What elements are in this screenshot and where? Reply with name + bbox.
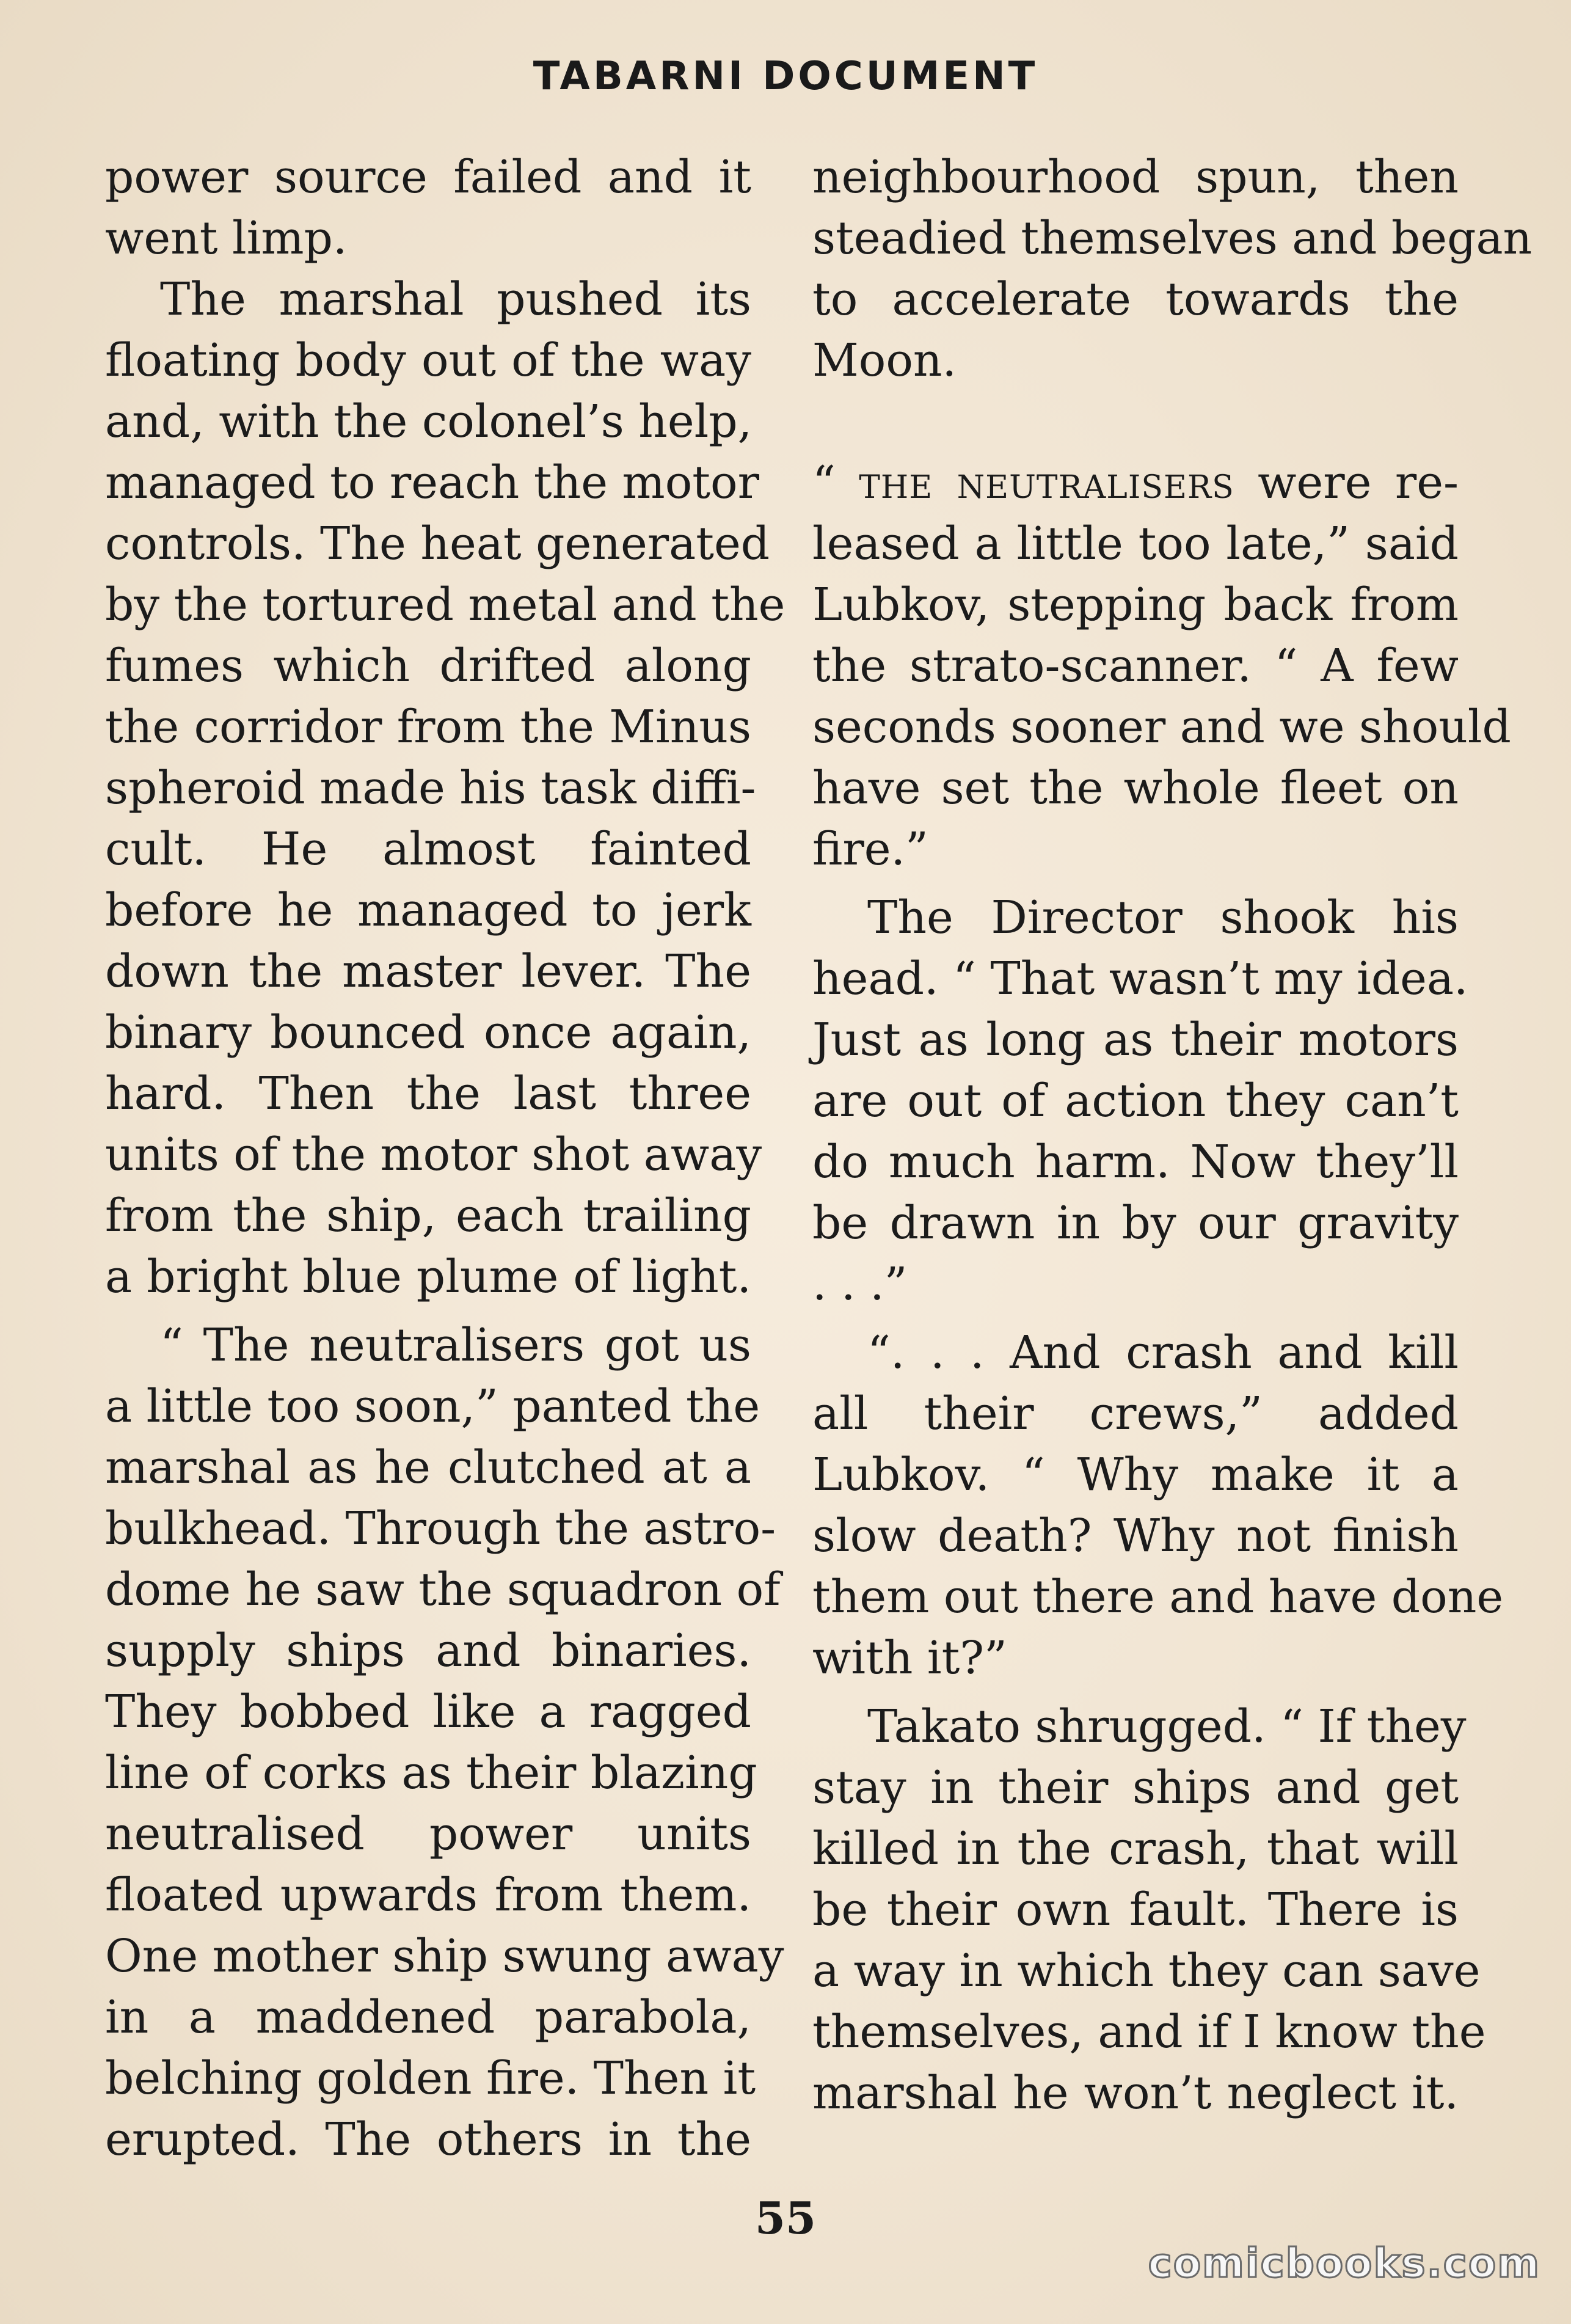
text-line: They bobbed like a ragged (105, 1686, 751, 1738)
text-line: neutralised power units (105, 1808, 751, 1860)
paragraph (105, 147, 751, 269)
text-line: One mother ship swung away (105, 1930, 784, 1982)
text-line: floating body out of the way (105, 334, 751, 387)
paragraph (812, 887, 1468, 1315)
left-column (105, 147, 786, 2170)
text-line: head. “ That wasn’t my idea. (812, 952, 1468, 1005)
text-line: themselves, and if I know the (812, 2006, 1486, 2058)
text-line: binary bounced once again, (105, 1006, 751, 1059)
text-line: a little too soon,” panted the (105, 1380, 760, 1433)
text-line: be drawn in by our gravity (812, 1197, 1459, 1249)
text-line: have set the whole fleet on (812, 762, 1459, 814)
text-line: supply ships and binaries. (105, 1624, 751, 1677)
paragraph (812, 1322, 1504, 1689)
text-line: are out of action they can’t (812, 1075, 1459, 1127)
open-quote: “ (812, 456, 859, 509)
text-line: to accelerate towards the (812, 273, 1459, 326)
text-line: Moon. (812, 334, 957, 387)
text-line: killed in the crash, that will (812, 1822, 1459, 1875)
page-number: 55 (754, 2192, 817, 2244)
text-line: neighbourhood spun, then (812, 151, 1459, 203)
text-line: be their own fault. There is (812, 1884, 1459, 1936)
text-line: leased a little too late,” said (812, 517, 1459, 570)
paragraph (812, 452, 1511, 880)
watermark: comicbooks.com (1148, 2240, 1540, 2287)
text-line: Takato shrugged. “ If they (867, 1700, 1467, 1753)
text-line: Lubkov. “ Why make it a (812, 1449, 1459, 1501)
text-line: stay in their ships and get (812, 1761, 1459, 1814)
paragraph (105, 1315, 784, 2170)
text-line: with it?” (812, 1632, 1007, 1684)
text-line: floated upwards from them. (105, 1869, 751, 1921)
text-line: hard. Then the last three (105, 1067, 751, 1120)
paragraph (812, 147, 1533, 391)
text-line: Lubkov, stepping back from (812, 579, 1459, 631)
text-line: fire.” (812, 823, 928, 875)
text-line: cult. He almost fainted (105, 823, 751, 875)
text-line: the corridor from the Minus (105, 701, 751, 753)
text-line: down the master lever. The (105, 945, 751, 998)
text-line: and, with the colonel’s help, (105, 395, 753, 448)
text-line: marshal as he clutched at a (105, 1441, 751, 1494)
text-line: units of the motor shot away (105, 1128, 762, 1181)
text-line: marshal he won’t neglect it. (812, 2067, 1459, 2119)
text-line: by the tortured metal and the (105, 579, 786, 631)
text-line: . . .” (812, 1258, 908, 1310)
text-line: power source failed and it (105, 151, 751, 203)
text-line: slow death? Why not finish (812, 1510, 1459, 1562)
line-rest: were re- (1234, 456, 1459, 509)
text-line: a bright blue plume of light. (105, 1251, 751, 1303)
text-line: “ The neutralisers got us (160, 1319, 751, 1372)
text-line: from the ship, each trailing (105, 1189, 751, 1242)
text-line: controls. The heat generated (105, 517, 770, 570)
text-line: “. . . And crash and kill (867, 1326, 1459, 1379)
text-line: Just as long as their motors (812, 1014, 1459, 1066)
text-line: managed to reach the motor (105, 456, 759, 509)
text-line: a way in which they can save (812, 1945, 1481, 1997)
text-line: all their crews,” added (812, 1387, 1459, 1440)
text-line: dome he saw the squadron of (105, 1563, 781, 1616)
text-line: before he managed to jerk (105, 884, 751, 937)
paragraph (812, 1696, 1486, 2124)
right-column (812, 147, 1533, 2124)
text-line: The marshal pushed its (160, 273, 751, 326)
text-line: in a maddened parabola, (105, 1991, 751, 2044)
text-line: them out there and have done (812, 1571, 1504, 1623)
running-header: TABARNI DOCUMENT (533, 54, 1038, 99)
text-line: erupted. The others in the (105, 2113, 751, 2166)
smallcaps-lead: the neutralisers (859, 456, 1234, 509)
text-line (812, 452, 1459, 513)
text-line: fumes which drifted along (105, 640, 751, 692)
text-line: seconds sooner and we should (812, 701, 1511, 753)
paragraph (105, 269, 786, 1307)
text-line: steadied themselves and began (812, 212, 1533, 265)
text-line: do much harm. Now they’ll (812, 1136, 1459, 1188)
text-line: spheroid made his task diffi- (105, 762, 756, 814)
text-line: line of corks as their blazing (105, 1747, 757, 1799)
text-line: bulkhead. Through the astro- (105, 1502, 776, 1555)
text-line: went limp. (105, 212, 348, 265)
text-line: belching golden fire. Then it (105, 2052, 756, 2105)
text-line: the strato-scanner. “ A few (812, 640, 1459, 692)
text-line: The Director shook his (867, 891, 1459, 944)
